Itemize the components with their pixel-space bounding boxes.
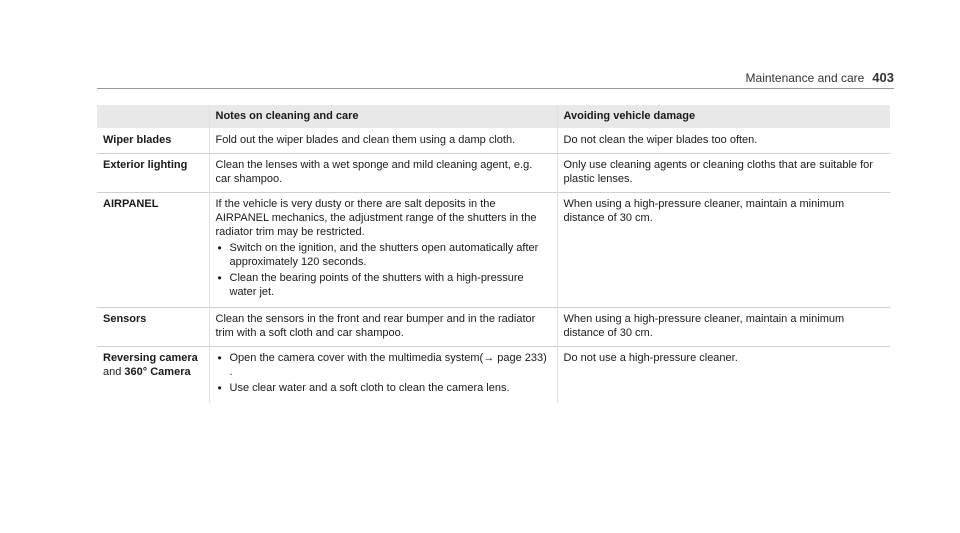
list-item: • Switch on the ignition, and the shutters open automatically after approximately 120 seconds.: [230, 241, 551, 269]
page-number: 403: [872, 70, 894, 85]
table-row-reversing-camera: [97, 347, 890, 404]
row-damage: When using a high-pressure cleaner, maintain a minimum distance of 30 cm.: [557, 193, 890, 308]
list-item: • Open the camera cover with the multimedia system(→ page 233) .: [230, 351, 551, 379]
page-header: [746, 70, 894, 85]
table-row-sensors: [97, 308, 890, 347]
table-header-row: [97, 105, 890, 129]
row-notes: If the vehicle is very dusty or there are salt deposits in the AIRPANEL mechanics, the adjustment range of the shutters in the radiator trim may be restricted.: [215, 198, 537, 238]
row-label: Reversing camera: [103, 352, 198, 364]
row-notes: Fold out the wiper blades and clean them using a damp cloth.: [209, 129, 557, 154]
row-label: Exterior lighting: [97, 154, 209, 193]
bullet-list: [216, 351, 551, 395]
table-row-exterior-lighting: [97, 154, 890, 193]
table-row-airpanel: [97, 193, 890, 308]
cleaning-care-table: [97, 105, 890, 403]
row-notes: Clean the lenses with a wet sponge and mild cleaning agent, e.g. car shampoo.: [209, 154, 557, 193]
row-label: AIRPANEL: [97, 193, 209, 308]
row-damage: Only use cleaning agents or cleaning cloths that are suitable for plastic lenses.: [557, 154, 890, 193]
header-rule: [97, 88, 894, 89]
row-label: Sensors: [97, 308, 209, 347]
row-notes-cell: [209, 193, 557, 308]
column-header-damage: Avoiding vehicle damage: [557, 105, 890, 129]
section-title: Maintenance and care: [745, 71, 865, 85]
row-notes-cell: [209, 347, 557, 404]
row-label-secondary: 360° Camera: [124, 366, 191, 378]
bullet-list: [216, 241, 551, 299]
row-damage: When using a high-pressure cleaner, maintain a minimum distance of 30 cm.: [557, 308, 890, 347]
row-label: Wiper blades: [97, 129, 209, 154]
list-item: • Use clear water and a soft cloth to clean the camera lens.: [230, 381, 551, 395]
table-row-wiper-blades: [97, 129, 890, 154]
row-label-conjunction: and: [103, 366, 122, 378]
column-header-label: [97, 105, 209, 129]
row-label-cell: [97, 347, 209, 404]
row-damage: Do not clean the wiper blades too often.: [557, 129, 890, 154]
row-damage: Do not use a high-pressure cleaner.: [557, 347, 890, 404]
row-notes: Clean the sensors in the front and rear bumper and in the radiator trim with a soft cloth and car shampoo.: [209, 308, 557, 347]
column-header-notes: Notes on cleaning and care: [209, 105, 557, 129]
list-item: • Clean the bearing points of the shutters with a high-pressure water jet.: [230, 271, 551, 299]
